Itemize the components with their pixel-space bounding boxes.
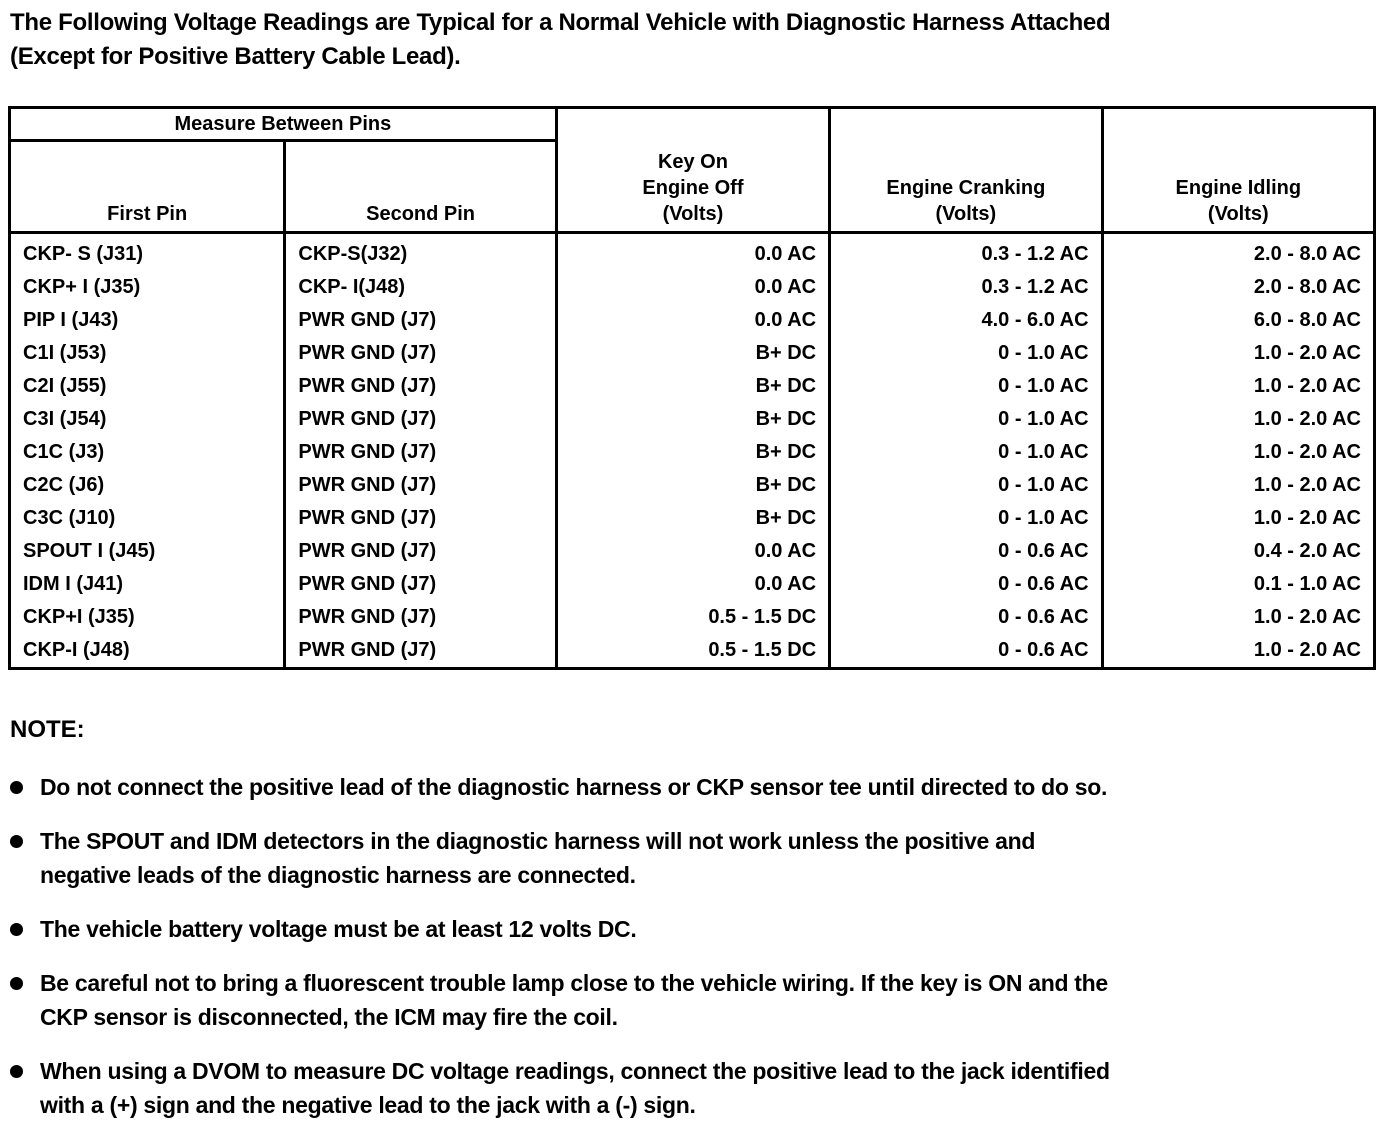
table-cell: 0 - 1.0 AC xyxy=(830,502,1102,535)
header-key-on: Key On Engine Off (Volts) xyxy=(556,108,829,233)
table-cell: 0 - 1.0 AC xyxy=(830,403,1102,436)
table-row xyxy=(10,337,1375,370)
table-cell: C1I (J53) xyxy=(10,337,285,370)
table-cell: 0.0 AC xyxy=(556,568,829,601)
table-cell: CKP+I (J35) xyxy=(10,601,285,634)
bullet-icon xyxy=(10,923,23,936)
bullet-icon xyxy=(10,977,23,990)
table-cell: PWR GND (J7) xyxy=(285,601,556,634)
table-cell: CKP- I(J48) xyxy=(285,271,556,304)
title-line: The Following Voltage Readings are Typical for a Normal Vehicle with Diagnostic Harness Attached xyxy=(10,9,1111,36)
table-cell: PWR GND (J7) xyxy=(285,403,556,436)
table-cell: 0.5 - 1.5 DC xyxy=(556,601,829,634)
table-cell: 0.0 AC xyxy=(556,233,829,272)
table-cell: 6.0 - 8.0 AC xyxy=(1102,304,1374,337)
note-item xyxy=(10,1054,1380,1122)
group-header: Measure Between Pins xyxy=(10,108,557,141)
table-cell: 0 - 1.0 AC xyxy=(830,337,1102,370)
table-cell: 0.0 AC xyxy=(556,304,829,337)
table-cell: 0.4 - 2.0 AC xyxy=(1102,535,1374,568)
note-line: When using a DVOM to measure DC voltage readings, connect the positive lead to the jack identified xyxy=(40,1058,1110,1084)
table-row xyxy=(10,370,1375,403)
table-cell: 0.3 - 1.2 AC xyxy=(830,271,1102,304)
table-cell: 4.0 - 6.0 AC xyxy=(830,304,1102,337)
page-title xyxy=(10,6,1110,74)
table-row xyxy=(10,634,1375,669)
table-row xyxy=(10,601,1375,634)
note-item xyxy=(10,966,1380,1034)
title-line: (Except for Positive Battery Cable Lead). xyxy=(10,43,461,70)
table-cell: 0 - 0.6 AC xyxy=(830,568,1102,601)
bullet-icon xyxy=(10,781,23,794)
table-cell: 0.0 AC xyxy=(556,535,829,568)
header-second-pin: Second Pin xyxy=(285,141,556,233)
table-cell: 1.0 - 2.0 AC xyxy=(1102,469,1374,502)
table-cell: PIP I (J43) xyxy=(10,304,285,337)
table-cell: 0.3 - 1.2 AC xyxy=(830,233,1102,272)
note-line: The vehicle battery voltage must be at least 12 volts DC. xyxy=(40,916,637,942)
table-cell: B+ DC xyxy=(556,337,829,370)
table-cell: PWR GND (J7) xyxy=(285,502,556,535)
bullet-icon xyxy=(10,835,23,848)
table-row xyxy=(10,535,1375,568)
notes-list xyxy=(10,770,1380,1142)
table-cell: 0.5 - 1.5 DC xyxy=(556,634,829,669)
header-first-pin: First Pin xyxy=(10,141,285,233)
note-line: Do not connect the positive lead of the diagnostic harness or CKP sensor tee until directed to do so. xyxy=(40,774,1108,800)
table-cell: 1.0 - 2.0 AC xyxy=(1102,403,1374,436)
note-heading: NOTE: xyxy=(10,716,85,743)
table-cell: PWR GND (J7) xyxy=(285,535,556,568)
table-cell: IDM I (J41) xyxy=(10,568,285,601)
table-cell: C2C (J6) xyxy=(10,469,285,502)
table-cell: CKP+ I (J35) xyxy=(10,271,285,304)
table-cell: 1.0 - 2.0 AC xyxy=(1102,436,1374,469)
note-line: negative leads of the diagnostic harness are connected. xyxy=(40,862,636,888)
table-cell: B+ DC xyxy=(556,502,829,535)
table-cell: 0 - 1.0 AC xyxy=(830,436,1102,469)
table-cell: 2.0 - 8.0 AC xyxy=(1102,271,1374,304)
table-cell: 0 - 0.6 AC xyxy=(830,634,1102,669)
bullet-icon xyxy=(10,1065,23,1078)
note-line: Be careful not to bring a fluorescent trouble lamp close to the vehicle wiring. If the key is ON and the xyxy=(40,970,1108,996)
table-cell: B+ DC xyxy=(556,469,829,502)
note-item xyxy=(10,770,1380,804)
table-cell: CKP-S(J32) xyxy=(285,233,556,272)
table-row xyxy=(10,502,1375,535)
table-cell: 1.0 - 2.0 AC xyxy=(1102,370,1374,403)
table-cell: 0 - 0.6 AC xyxy=(830,535,1102,568)
table-row xyxy=(10,436,1375,469)
table-row xyxy=(10,469,1375,502)
table-cell: C2I (J55) xyxy=(10,370,285,403)
table-cell: 1.0 - 2.0 AC xyxy=(1102,337,1374,370)
table-cell: PWR GND (J7) xyxy=(285,304,556,337)
table-cell: B+ DC xyxy=(556,370,829,403)
table-cell: C3I (J54) xyxy=(10,403,285,436)
note-line: with a (+) sign and the negative lead to the jack with a (-) sign. xyxy=(40,1092,696,1118)
table-cell: CKP-I (J48) xyxy=(10,634,285,669)
table-cell: B+ DC xyxy=(556,436,829,469)
table-cell: 1.0 - 2.0 AC xyxy=(1102,601,1374,634)
header-cranking: Engine Cranking (Volts) xyxy=(830,108,1102,233)
table-row xyxy=(10,568,1375,601)
table-cell: PWR GND (J7) xyxy=(285,469,556,502)
table-cell: C3C (J10) xyxy=(10,502,285,535)
table-cell: SPOUT I (J45) xyxy=(10,535,285,568)
table-cell: 0 - 1.0 AC xyxy=(830,469,1102,502)
table-cell: B+ DC xyxy=(556,403,829,436)
note-line: The SPOUT and IDM detectors in the diagnostic harness will not work unless the positive and xyxy=(40,828,1036,854)
note-item xyxy=(10,824,1380,892)
note-item xyxy=(10,912,1380,946)
table-cell: PWR GND (J7) xyxy=(285,568,556,601)
table-cell: 2.0 - 8.0 AC xyxy=(1102,233,1374,272)
table-cell: PWR GND (J7) xyxy=(285,370,556,403)
table-row xyxy=(10,271,1375,304)
table-cell: 0.0 AC xyxy=(556,271,829,304)
table-cell: PWR GND (J7) xyxy=(285,436,556,469)
header-idling: Engine Idling (Volts) xyxy=(1102,108,1374,233)
note-line: CKP sensor is disconnected, the ICM may fire the coil. xyxy=(40,1004,618,1030)
table-cell: PWR GND (J7) xyxy=(285,337,556,370)
table-cell: CKP- S (J31) xyxy=(10,233,285,272)
table-cell: 1.0 - 2.0 AC xyxy=(1102,502,1374,535)
table-cell: PWR GND (J7) xyxy=(285,634,556,669)
table-cell: C1C (J3) xyxy=(10,436,285,469)
table-cell: 1.0 - 2.0 AC xyxy=(1102,634,1374,669)
voltage-table xyxy=(8,106,1376,670)
table-row xyxy=(10,304,1375,337)
table-row xyxy=(10,403,1375,436)
table-cell: 0 - 1.0 AC xyxy=(830,370,1102,403)
table-row xyxy=(10,233,1375,272)
table-cell: 0.1 - 1.0 AC xyxy=(1102,568,1374,601)
table-cell: 0 - 0.6 AC xyxy=(830,601,1102,634)
